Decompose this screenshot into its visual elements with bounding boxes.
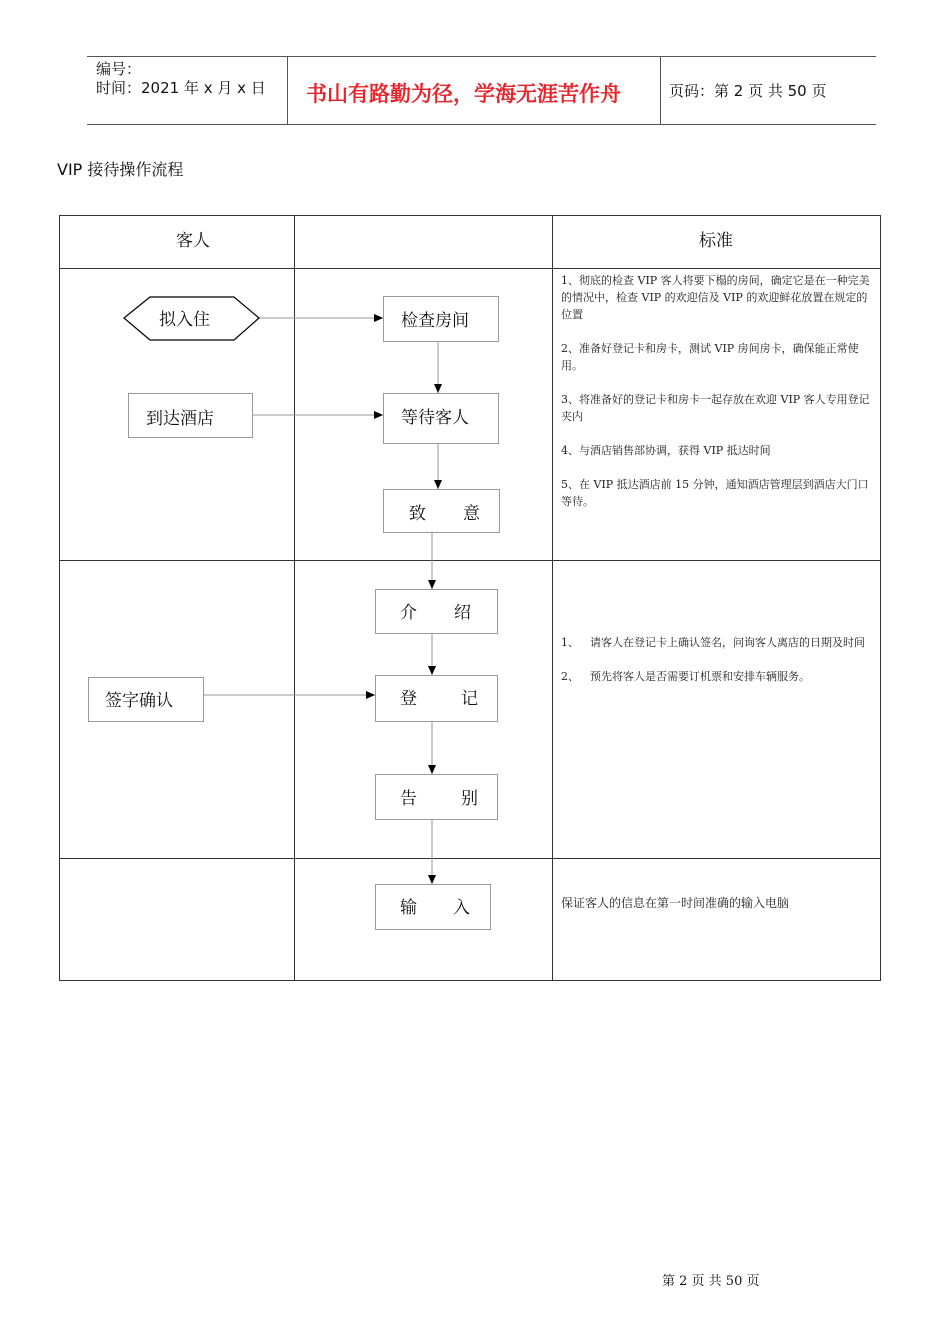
header-time-label: 时间：2021 年 x 月 x 日 bbox=[96, 79, 266, 97]
standard-list-text: 预先将客人是否需要订机票和安排车辆服务。 bbox=[590, 670, 810, 683]
greet-label-char-1: 致 bbox=[409, 504, 426, 524]
standards-section-2 bbox=[561, 634, 872, 702]
column-header-standard: 标准 bbox=[699, 231, 733, 251]
register-box bbox=[375, 675, 498, 722]
intro-label-char-1: 介 bbox=[400, 603, 417, 623]
input-label-char-1: 输 bbox=[400, 898, 417, 918]
guest-to-process-arrows bbox=[203, 318, 383, 695]
standards-section-3: 保证客人的信息在第一时间准确的输入电脑 bbox=[561, 896, 790, 910]
header-page-label: 页码：第 2 页 共 50 页 bbox=[669, 82, 827, 100]
input-label-char-2: 入 bbox=[453, 898, 470, 918]
farewell-label-char-2: 别 bbox=[461, 789, 478, 809]
standard-item: 2、准备好登记卡和房卡，测试 VIP 房间房卡，确保能正常使用。 bbox=[561, 342, 859, 372]
header-number-label: 编号： bbox=[96, 60, 142, 78]
standard-list-number: 2、 bbox=[561, 670, 579, 683]
input-box bbox=[375, 884, 491, 930]
standard-list-text: 请客人在登记卡上确认签名，问询客人离店的日期及时间 bbox=[590, 636, 865, 649]
wait-guest-label: 等待客人 bbox=[401, 408, 469, 428]
document-title: VIP 接待操作流程 bbox=[57, 160, 184, 179]
page-footer: 第 2 页 共 50 页 bbox=[662, 1274, 760, 1289]
check-room-box bbox=[383, 296, 499, 342]
intro-label-char-2: 绍 bbox=[454, 603, 471, 623]
header-motto: 书山有路勤为径，学海无涯苦作舟 bbox=[306, 82, 621, 106]
register-label-char-1: 登 bbox=[400, 689, 417, 709]
sign-confirm-box bbox=[88, 677, 204, 722]
farewell-label-char-1: 告 bbox=[400, 789, 417, 809]
arrive-hotel-box bbox=[128, 393, 253, 438]
arrive-hotel-label: 到达酒店 bbox=[146, 409, 214, 429]
check-room-label: 检查房间 bbox=[401, 311, 469, 331]
column-header-guest: 客人 bbox=[176, 231, 210, 251]
intro-box bbox=[375, 589, 498, 634]
standard-item: 5、在 VIP 抵达酒店前 15 分钟，通知酒店管理层到酒店大门口等待。 bbox=[561, 478, 869, 508]
greet-label-char-2: 意 bbox=[463, 504, 480, 524]
greet-box bbox=[383, 489, 500, 533]
standard-item: 1、彻底的检查 VIP 客人将要下榻的房间，确定它是在一种完美的情况中，检查 VIP 的欢迎信及 VIP 的欢迎鲜花放置在规定的位置 bbox=[561, 274, 870, 321]
register-label-char-2: 记 bbox=[461, 689, 478, 709]
farewell-box bbox=[375, 774, 498, 820]
wait-guest-box bbox=[383, 393, 499, 444]
sign-confirm-label: 签字确认 bbox=[105, 691, 173, 711]
standards-section-1 bbox=[561, 272, 872, 527]
standard-item: 4、与酒店销售部协调，获得 VIP 抵达时间 bbox=[561, 444, 771, 457]
standard-list-item bbox=[561, 634, 872, 651]
standard-list-number: 1、 bbox=[561, 636, 579, 649]
standard-item: 3、将准备好的登记卡和房卡一起存放在欢迎 VIP 客人专用登记夹内 bbox=[561, 393, 870, 423]
plan-stay-label: 拟入住 bbox=[159, 310, 210, 330]
standard-list-item bbox=[561, 668, 872, 685]
